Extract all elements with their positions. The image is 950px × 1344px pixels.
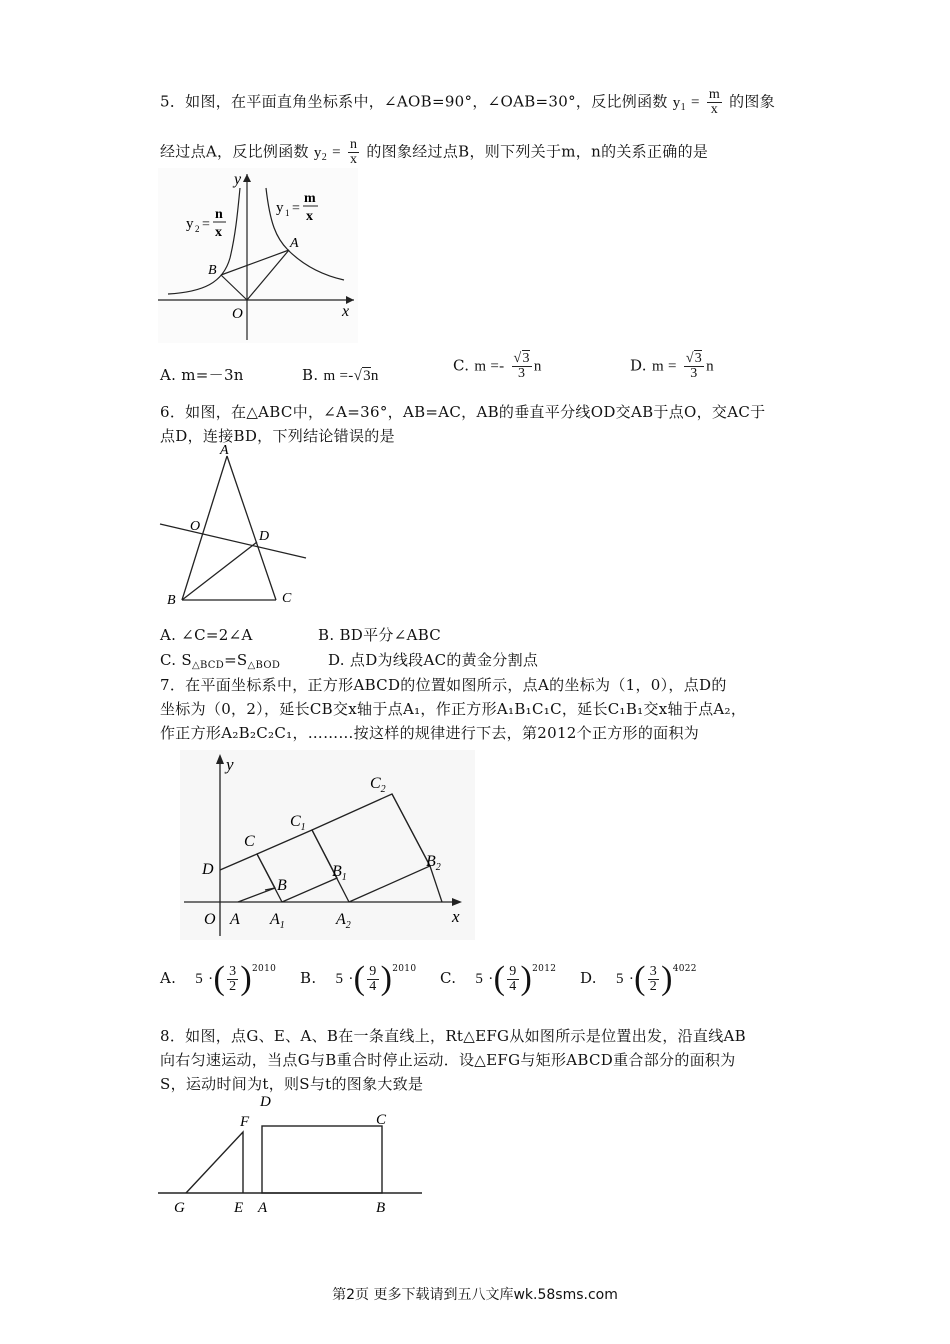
page-footer: 第2页 更多下载请到五八文库wk.58sms.com (332, 1287, 618, 1303)
q5-y2-symbol: $y_2$ (313, 144, 328, 163)
q8-line1: 8．如图，点G、E、A、B在一条直线上，Rt△EFG从如图所示是位置出发，沿直线AB (160, 1027, 746, 1045)
q5-option-b (302, 364, 379, 387)
q6-segment-BD (182, 542, 257, 600)
q6-option-d: D. 点D为线段AC的黄金分割点 (328, 651, 539, 669)
q7-label-C1: $C_1$ (290, 813, 306, 833)
q5-option-b-tail: n (370, 368, 379, 384)
q7-option-a-frac: $\frac{3}{2}$ (229, 963, 237, 994)
q7-option-b-exp: 2010 (392, 964, 417, 974)
q7-option-c-label: C. (440, 969, 457, 987)
q5-option-d-tail: n (706, 358, 714, 375)
q7-line2: 坐标为（0，2），延长CB交x轴于点A₁，作正方形A₁B₁C₁C，延长C₁B₁交x轴于点A₂， (160, 700, 747, 718)
q7-option-c-exp: 2012 (532, 964, 557, 974)
q5-y1-symbol: $y_1$ (672, 94, 686, 113)
q5-fig-y1-sub: 1 (285, 208, 290, 218)
q5-option-d-frac: $\frac{√3}{3}$ (685, 351, 703, 381)
q6-option-c-pre: C. S (160, 651, 192, 669)
q8-figure (158, 1092, 424, 1217)
q8-label-G: G (174, 1200, 185, 1216)
q7-option-b-coef: 5 (335, 971, 344, 987)
q5-line1-tail: 的图象 (729, 92, 776, 111)
q7-label-C: C (244, 833, 255, 850)
q7-option-b: B. 5 ·( $\frac{9}{4}$ )$^{2010}$ (300, 960, 417, 997)
q5-option-d-expr: m = (651, 358, 677, 375)
q5-option-b-expr: m =- (323, 368, 354, 384)
q5-line2-text: 经过点A，反比例函数 (160, 142, 309, 161)
q7-option-d-exp: 4022 (672, 964, 697, 974)
q7-option-d-dot: · (628, 971, 635, 987)
q7-label-B2: $B_2$ (426, 853, 441, 873)
q6-line2: 点D，连接BD，下列结论错误的是 (160, 427, 395, 445)
q7-option-c-frac: $\frac{9}{4}$ (509, 963, 517, 994)
q6-line1: 6．如图，在△ABC中，∠A=36°，AB=AC，AB的垂直平分线OD交AB于点O，交AC于 (160, 403, 766, 421)
q5-option-b-sqrt: √ (353, 368, 363, 384)
q7-label-A2: $A_2$ (336, 911, 351, 931)
q5-fig-x1: x (306, 209, 313, 224)
q5-label-O: O (232, 306, 243, 322)
q5-option-c-label: C. (453, 356, 470, 375)
q7-option-a: A. 5 ·( $\frac{3}{2}$ )$^{2010}$ (160, 960, 277, 997)
q5-option-c (453, 352, 542, 381)
q5-eq-2: = (332, 144, 341, 161)
q8-label-A: A (258, 1200, 268, 1216)
q7-label-D: D (202, 861, 214, 878)
q7-option-a-dot: · (208, 971, 214, 987)
q6-option-c-sub1: △BCD (191, 660, 225, 671)
q6-label-D: D (259, 529, 270, 544)
q7-figure-bg (180, 750, 475, 940)
q6-side-AC (227, 456, 276, 600)
q5-option-c-frac: $\frac{√3}{3}$ (513, 351, 530, 381)
q5-label-B: B (208, 263, 217, 278)
q7-option-d: D. 5 ·( $\frac{3}{2}$ )$^{4022}$ (580, 960, 697, 997)
q7-label-A1: $A_1$ (270, 911, 285, 931)
q5-option-d (630, 352, 714, 381)
q7-option-d-label: D. (580, 969, 597, 987)
q5-eq-1: = (690, 94, 700, 111)
q7-option-c-dot: · (488, 971, 494, 987)
q7-option-b-label: B. (300, 969, 317, 987)
q5-option-b-label: B. (302, 366, 319, 384)
q5-fig-n: n (215, 207, 223, 222)
q5-figure-bg (158, 168, 358, 343)
q6-figure (158, 442, 310, 607)
q7-option-b-dot: · (348, 971, 354, 987)
q6-option-a: A. ∠C=2∠A (160, 626, 253, 644)
q6-option-c (160, 649, 280, 677)
q8-label-D: D (260, 1094, 271, 1110)
q5-label-y: y (234, 171, 242, 188)
q7-label-x: x (452, 907, 460, 926)
q8-triangle-EFG (186, 1132, 243, 1193)
q5-fig-y2-sub: 2 (195, 224, 200, 234)
q5-option-a (160, 364, 244, 386)
q5-frac-m-x: $\frac{m}{x}$ (708, 87, 721, 117)
q8-label-B: B (376, 1200, 386, 1216)
q8-line2: 向右匀速运动，当点G与B重合时停止运动．设△EFG与矩形ABCD重合部分的面积为 (160, 1051, 736, 1069)
q7-label-B: B (277, 877, 287, 894)
q5-line1-text: 5．如图，在平面直角坐标系中，∠AOB=90°，∠OAB=30°，反比例函数 (160, 92, 668, 111)
q8-label-F: F (240, 1114, 250, 1130)
q7-option-a-label: A. (160, 969, 177, 987)
q6-line-OD (160, 524, 306, 558)
q5-option-a-text: A. m=－3n (160, 366, 244, 384)
q5-line1 (160, 88, 775, 119)
q6-label-B: B (167, 593, 176, 607)
q6-option-b: B. BD平分∠ABC (318, 626, 442, 644)
q5-figure (158, 168, 358, 343)
q5-fig-eq1: = (292, 201, 300, 216)
q5-option-c-expr: m =- (474, 358, 505, 375)
q7-option-a-coef: 5 (195, 971, 204, 987)
q6-label-A: A (220, 443, 229, 458)
q5-label-A: A (290, 236, 299, 251)
q6-option-c-sub2: △BOD (247, 660, 281, 671)
q7-label-O: O (204, 911, 216, 928)
q6-label-O: O (190, 519, 201, 534)
q8-label-E: E (234, 1200, 244, 1216)
q5-frac-n-x: $\frac{n}{x}$ (349, 137, 358, 167)
q6-side-AB (182, 456, 227, 600)
q5-option-b-rad: 3 (363, 368, 371, 384)
q5-option-d-label: D. (630, 356, 647, 375)
q7-line3: 作正方形A₂B₂C₂C₁，………按这样的规律进行下去，第2012个正方形的面积为 (160, 724, 700, 742)
q5-option-c-tail: n (533, 358, 542, 375)
q5-fig-y1: y (276, 200, 284, 216)
q7-option-a-exp: 2010 (252, 964, 277, 974)
q5-fig-y2: y (186, 216, 194, 232)
q5-fig-eq2: = (202, 217, 210, 232)
q7-figure (180, 750, 475, 940)
q8-rectangle-ABCD (262, 1126, 382, 1193)
q5-fig-m: m (304, 191, 316, 206)
q5-label-x: x (342, 303, 350, 320)
q8-label-C: C (376, 1112, 387, 1128)
q7-label-C2: $C_2$ (370, 775, 386, 795)
q5-line2 (160, 138, 708, 169)
q6-label-C: C (282, 591, 292, 606)
q5-fig-x2: x (215, 225, 222, 240)
q7-option-d-coef: 5 (615, 971, 624, 987)
q7-line1: 7．在平面坐标系中，正方形ABCD的位置如图所示，点A的坐标为（1，0），点D的 (160, 676, 727, 694)
q7-option-c: C. 5 ·( $\frac{9}{4}$ )$^{2012}$ (440, 960, 557, 997)
q6-option-c-mid: =S (224, 651, 248, 669)
q7-option-c-coef: 5 (475, 971, 484, 987)
q8-line3: S，运动时间为t，则S与t的图象大致是 (160, 1075, 424, 1093)
q7-option-b-frac: $\frac{9}{4}$ (369, 963, 377, 994)
q7-option-d-frac: $\frac{3}{2}$ (649, 963, 658, 994)
q5-line2-tail: 的图象经过点B，则下列关于m，n的关系正确的是 (366, 142, 709, 161)
q7-label-y: y (226, 755, 234, 774)
q7-label-A: A (230, 911, 240, 928)
q7-label-B1: $B_1$ (332, 863, 347, 883)
